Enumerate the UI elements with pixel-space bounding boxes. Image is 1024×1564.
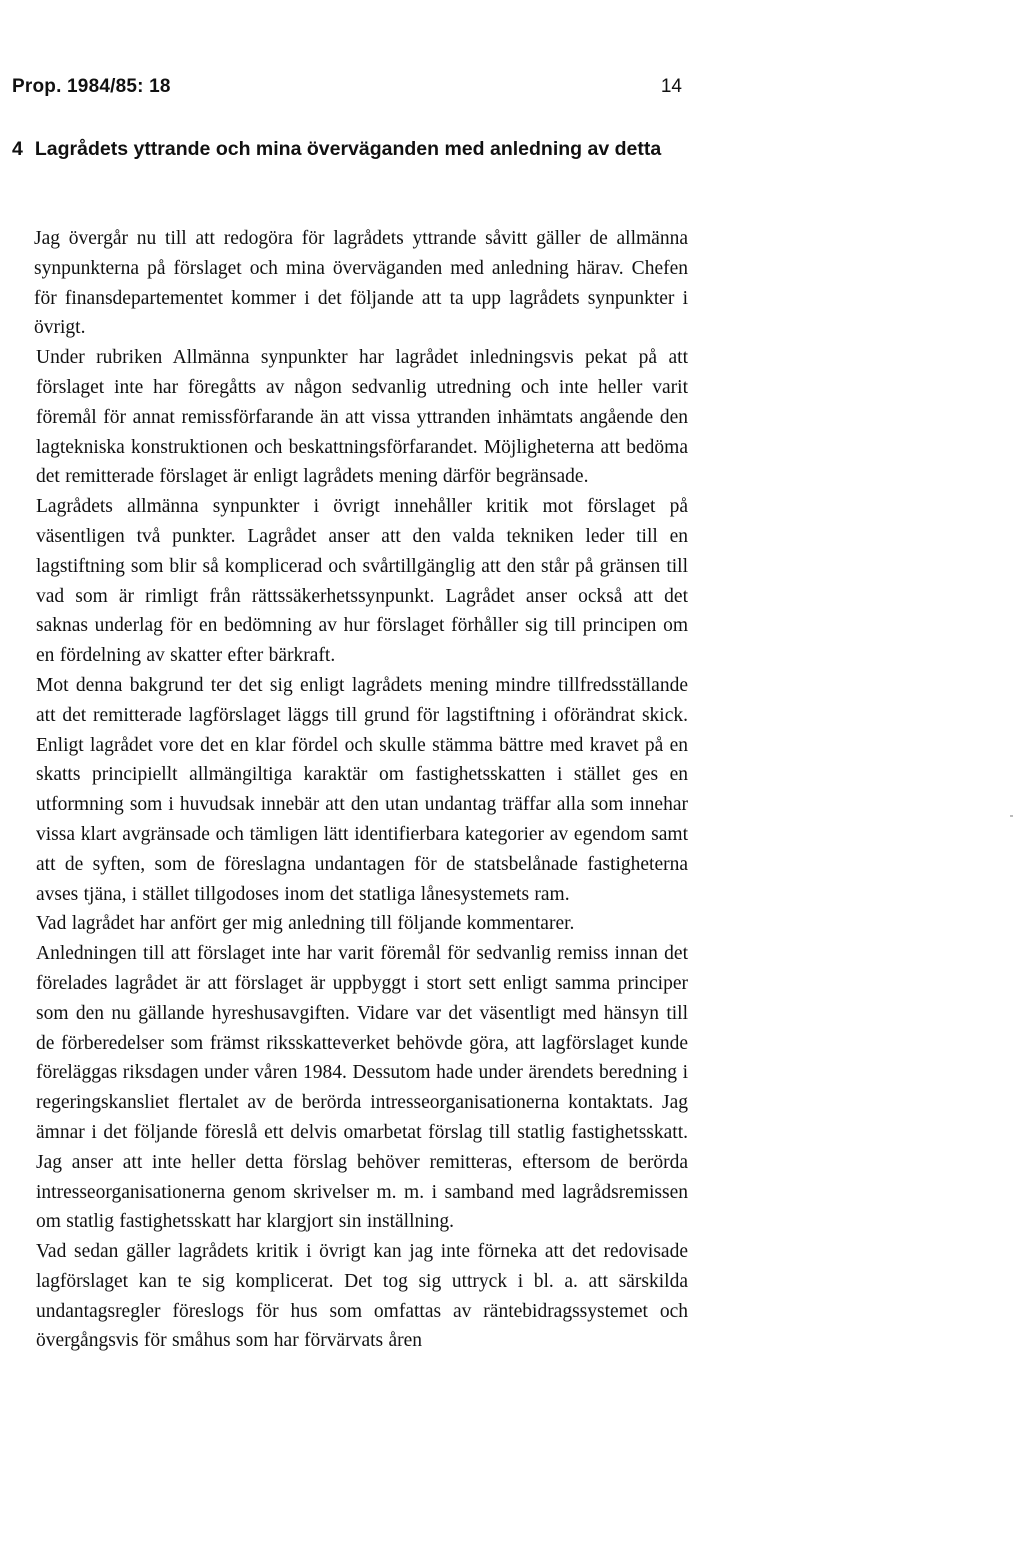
section-number: 4 [12,138,23,160]
paragraph: Lagrådets allmänna synpunkter i övrigt innehåller kritik mot förslaget på väsentligen två punkter. Lagrådet anser att den valda tekniken leder till en lagstiftning som blir så komplicerad och svårtillgänglig att den står på gränsen till vad som är rimligt från rättssäkerhetssynpunkt. Lagrådet anser också att det saknas underlag för en bedömning av hur förslaget förhåller sig till principen om en fördelning av skatter efter bärkraft. [36,496,688,667]
paragraph: Jag övergår nu till att redogöra för lagrådets yttrande såvitt gäller de allmänna synpunkterna på förslaget och mina överväganden med anledning härav. Chefen för finansdepartementet kommer i det följande att ta upp lagrådets synpunkter i övrigt. [34,228,688,339]
paragraph: Anledningen till att förslaget inte har varit föremål för sedvanlig remiss innan det förelades lagrådet är att förslaget är uppbyggt i stort sett enligt samma principer som den nu gällande hyreshusavgiften. Vidare var det väsentligt med hänsyn till de förberedelser som främst riksskatteverket behövde göra, att lagförslaget kunde föreläggas riksdagen under våren 1984. Dessutom hade under ärendets beredning i regeringskansliet flertalet av de berörda intresseorganisationerna kontaktats. Jag ämnar i det följande föreslå ett delvis omarbetat förslag till statlig fastighetsskatt. Jag anser att inte heller detta förslag behöver remitteras, eftersom de berörda intresseorganisationerna genom skrivelser m. m. i samband med lagrådsremissen om statlig fastighetsskatt har klargjort sin inställning. [36,943,688,1233]
paragraph: Under rubriken Allmänna synpunkter har lagrådet inledningsvis pekat på att förslaget inte har föregåtts av någon sedvanlig utredning och inte heller varit föremål för annat remissförfarande än att vissa yttranden inhämtats angående den lagtekniska konstruktionen och beskattningsförfarandet. Möjligheterna att bedöma det remitterade förslaget är enligt lagrådets mening därför begränsade. [36,347,688,488]
page-number: 14 [660,76,682,97]
scan-artifact [1010,815,1013,817]
paragraph: Vad lagrådet har anfört ger mig anledning till följande kommentarer. [36,913,575,935]
paragraph: Vad sedan gäller lagrådets kritik i övrigt kan jag inte förneka att det redovisade lagförslaget kan te sig komplicerat. Det tog sig uttryck i bl. a. att särskilda undantagsregler föreslogs för hus som omfattas av räntebidragssystemet och övergångsvis för småhus som har förvärvats åren [36,1241,688,1352]
section-title: Lagrådets yttrande och mina överväganden med anledning av detta [34,138,662,160]
section-heading [12,134,702,165]
paragraph: Mot denna bakgrund ter det sig enligt lagrådets mening mindre tillfredsställande att det remitterade lagförslaget läggs till grund för lagstiftning i oförändrat skick. Enligt lagrådet vore det en klar fördel och skulle stämma bättre med kravet på en skatts principiellt allmängiltiga karaktär om fastighetsskatten i stället ges en utformning som i huvudsak innebär att den utan undantag träffar alla som innehar vissa klart avgränsade och tämligen lätt identifierbara kategorier av egendom samt att de syften, som de föreslagna undantagen för de statsbelånade fastigheterna avses tjäna, i stället tillgodoses inom det statliga lånesystemets ram. [36,674,688,905]
body-text [36,224,688,1356]
document-reference: Prop. 1984/85: 18 [12,76,171,97]
page-header [12,76,682,102]
